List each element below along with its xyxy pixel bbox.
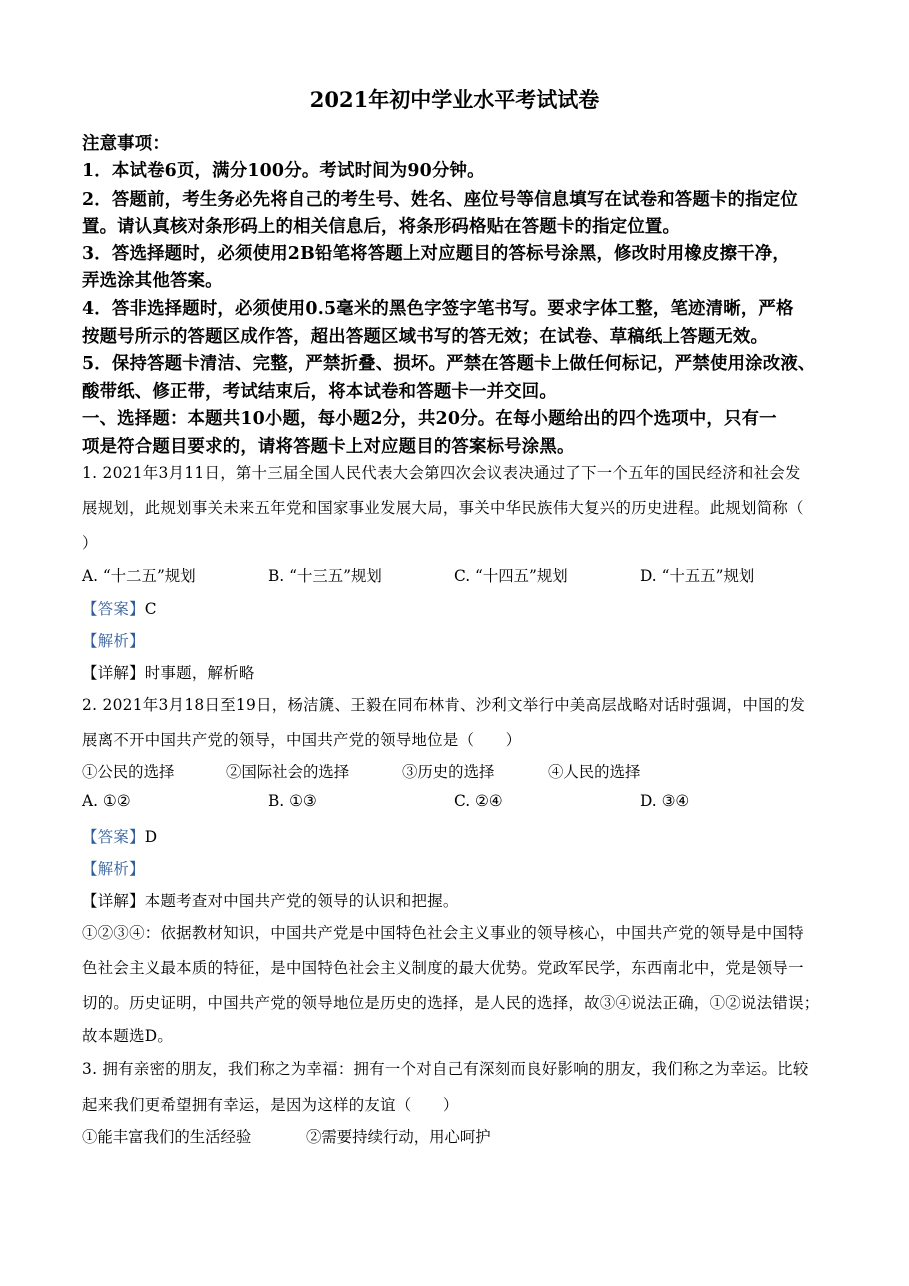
q2-detail: 切的。历史证明，中国共产党的领导地位是历史的选择，是人民的选择，故③④说法正确，①②说法错误； xyxy=(82,994,820,1012)
q3-stem: 起来我们更希望拥有幸运，是因为这样的友谊（ ） xyxy=(82,1096,459,1114)
q2-answer xyxy=(82,825,157,847)
notice-line: 酸带纸、修正带，考试结束后，将本试卷和答题卡一并交回。 xyxy=(82,382,557,402)
notice-heading: 注意事项： xyxy=(82,134,170,154)
answer-value: C xyxy=(144,600,157,618)
q2-detail: ①②③④：依据教材知识，中国共产党是中国特色社会主义事业的领导核心，中国共产党的领导是中国特 xyxy=(82,924,804,942)
q1-stem: 1. 2021年3月11日，第十三届全国人民代表大会第四次会议表决通过了下一个五年的国民经济和社会发 xyxy=(82,464,801,482)
q1-option-d: D. “十五五”规划 xyxy=(640,567,755,585)
q2-item: ④人民的选择 xyxy=(548,763,641,781)
q2-item: ①公民的选择 xyxy=(82,763,175,781)
q2-item: ③历史的选择 xyxy=(402,763,495,781)
q2-stem: 展离不开中国共产党的领导，中国共产党的领导地位是（ ） xyxy=(82,731,522,749)
q2-detail: 【详解】本题考查对中国共产党的领导的认识和把握。 xyxy=(82,892,459,910)
q3-item: ②需要持续行动，用心呵护 xyxy=(306,1128,491,1146)
section-heading: 一、选择题：本题共10小题，每小题2分，共20分。在每小题给出的四个选项中，只有一 xyxy=(82,409,777,429)
notice-line: 按题号所示的答题区成作答，超出答题区域书写的答无效；在试卷、草稿纸上答题无效。 xyxy=(82,327,769,347)
q2-option-c: C. ②④ xyxy=(454,792,503,810)
q1-stem: 展规划，此规划事关未来五年党和国家事业发展大局，事关中华民族伟大复兴的历史进程。此规划简称（ xyxy=(82,499,804,517)
q3-item: ①能丰富我们的生活经验 xyxy=(82,1128,252,1146)
q2-option-a: A. ①② xyxy=(82,792,131,810)
q1-option-c: C. “十四五”规划 xyxy=(454,567,568,585)
q2-option-b: B. ①③ xyxy=(268,792,317,810)
q2-option-d: D. ③④ xyxy=(640,792,690,810)
q1-analysis-tag: 【解析】 xyxy=(82,632,145,650)
notice-line: 2．答题前，考生务必先将自己的考生号、姓名、座位号等信息填写在试卷和答题卡的指定位 xyxy=(82,190,798,210)
q1-option-b: B. “十三五”规划 xyxy=(268,567,382,585)
q2-stem: 2. 2021年3月18日至19日，杨洁篪、王毅在同布林肯、沙利文举行中美高层战略对话时强调，中国的发 xyxy=(82,696,806,714)
section-heading-cont: 项是符合题目要求的，请将答题卡上对应题目的答案标号涂黑。 xyxy=(82,437,575,457)
notice-line: 置。请认真核对条形码上的相关信息后，将条形码格贴在答题卡的指定位置。 xyxy=(82,217,681,237)
answer-tag: 【答案】 xyxy=(82,600,145,618)
answer-tag: 【答案】 xyxy=(82,828,145,846)
exam-title: 2021年初中学业水平考试试卷 xyxy=(309,87,600,112)
q2-analysis-tag: 【解析】 xyxy=(82,860,145,878)
answer-value: D xyxy=(144,828,158,846)
q3-stem: 3. 拥有亲密的朋友，我们称之为幸福：拥有一个对自己有深刻而良好影响的朋友，我们称之为幸运。比较 xyxy=(82,1060,809,1078)
q1-option-a: A. “十二五”规划 xyxy=(82,567,196,585)
notice-line: 1．本试卷6页，满分100分。考试时间为90分钟。 xyxy=(82,161,485,181)
notice-line: 3．答选择题时，必须使用2B铅笔将答题上对应题目的答标号涂黑，修改时用橡皮擦干净， xyxy=(82,244,790,264)
notice-line: 4．答非选择题时，必须使用0.5毫米的黑色字签字笔书写。要求字体工整，笔迹清晰，严格 xyxy=(82,299,794,319)
q2-item: ②国际社会的选择 xyxy=(226,763,350,781)
q2-detail: 故本题选D。 xyxy=(82,1027,174,1045)
q1-detail: 【详解】时事题，解析略 xyxy=(82,664,255,682)
q2-detail: 色社会主义最本质的特征，是中国特色社会主义制度的最大优势。党政军民学，东西南北中，党是领导一 xyxy=(82,959,804,977)
notice-line: 5．保持答题卡清洁、完整，严禁折叠、损坏。严禁在答题卡上做任何标记，严禁使用涂改液、 xyxy=(82,354,816,374)
notice-line: 弄选涂其他答案。 xyxy=(82,271,223,291)
q1-answer xyxy=(82,597,157,619)
q1-stem: ） xyxy=(82,534,98,552)
